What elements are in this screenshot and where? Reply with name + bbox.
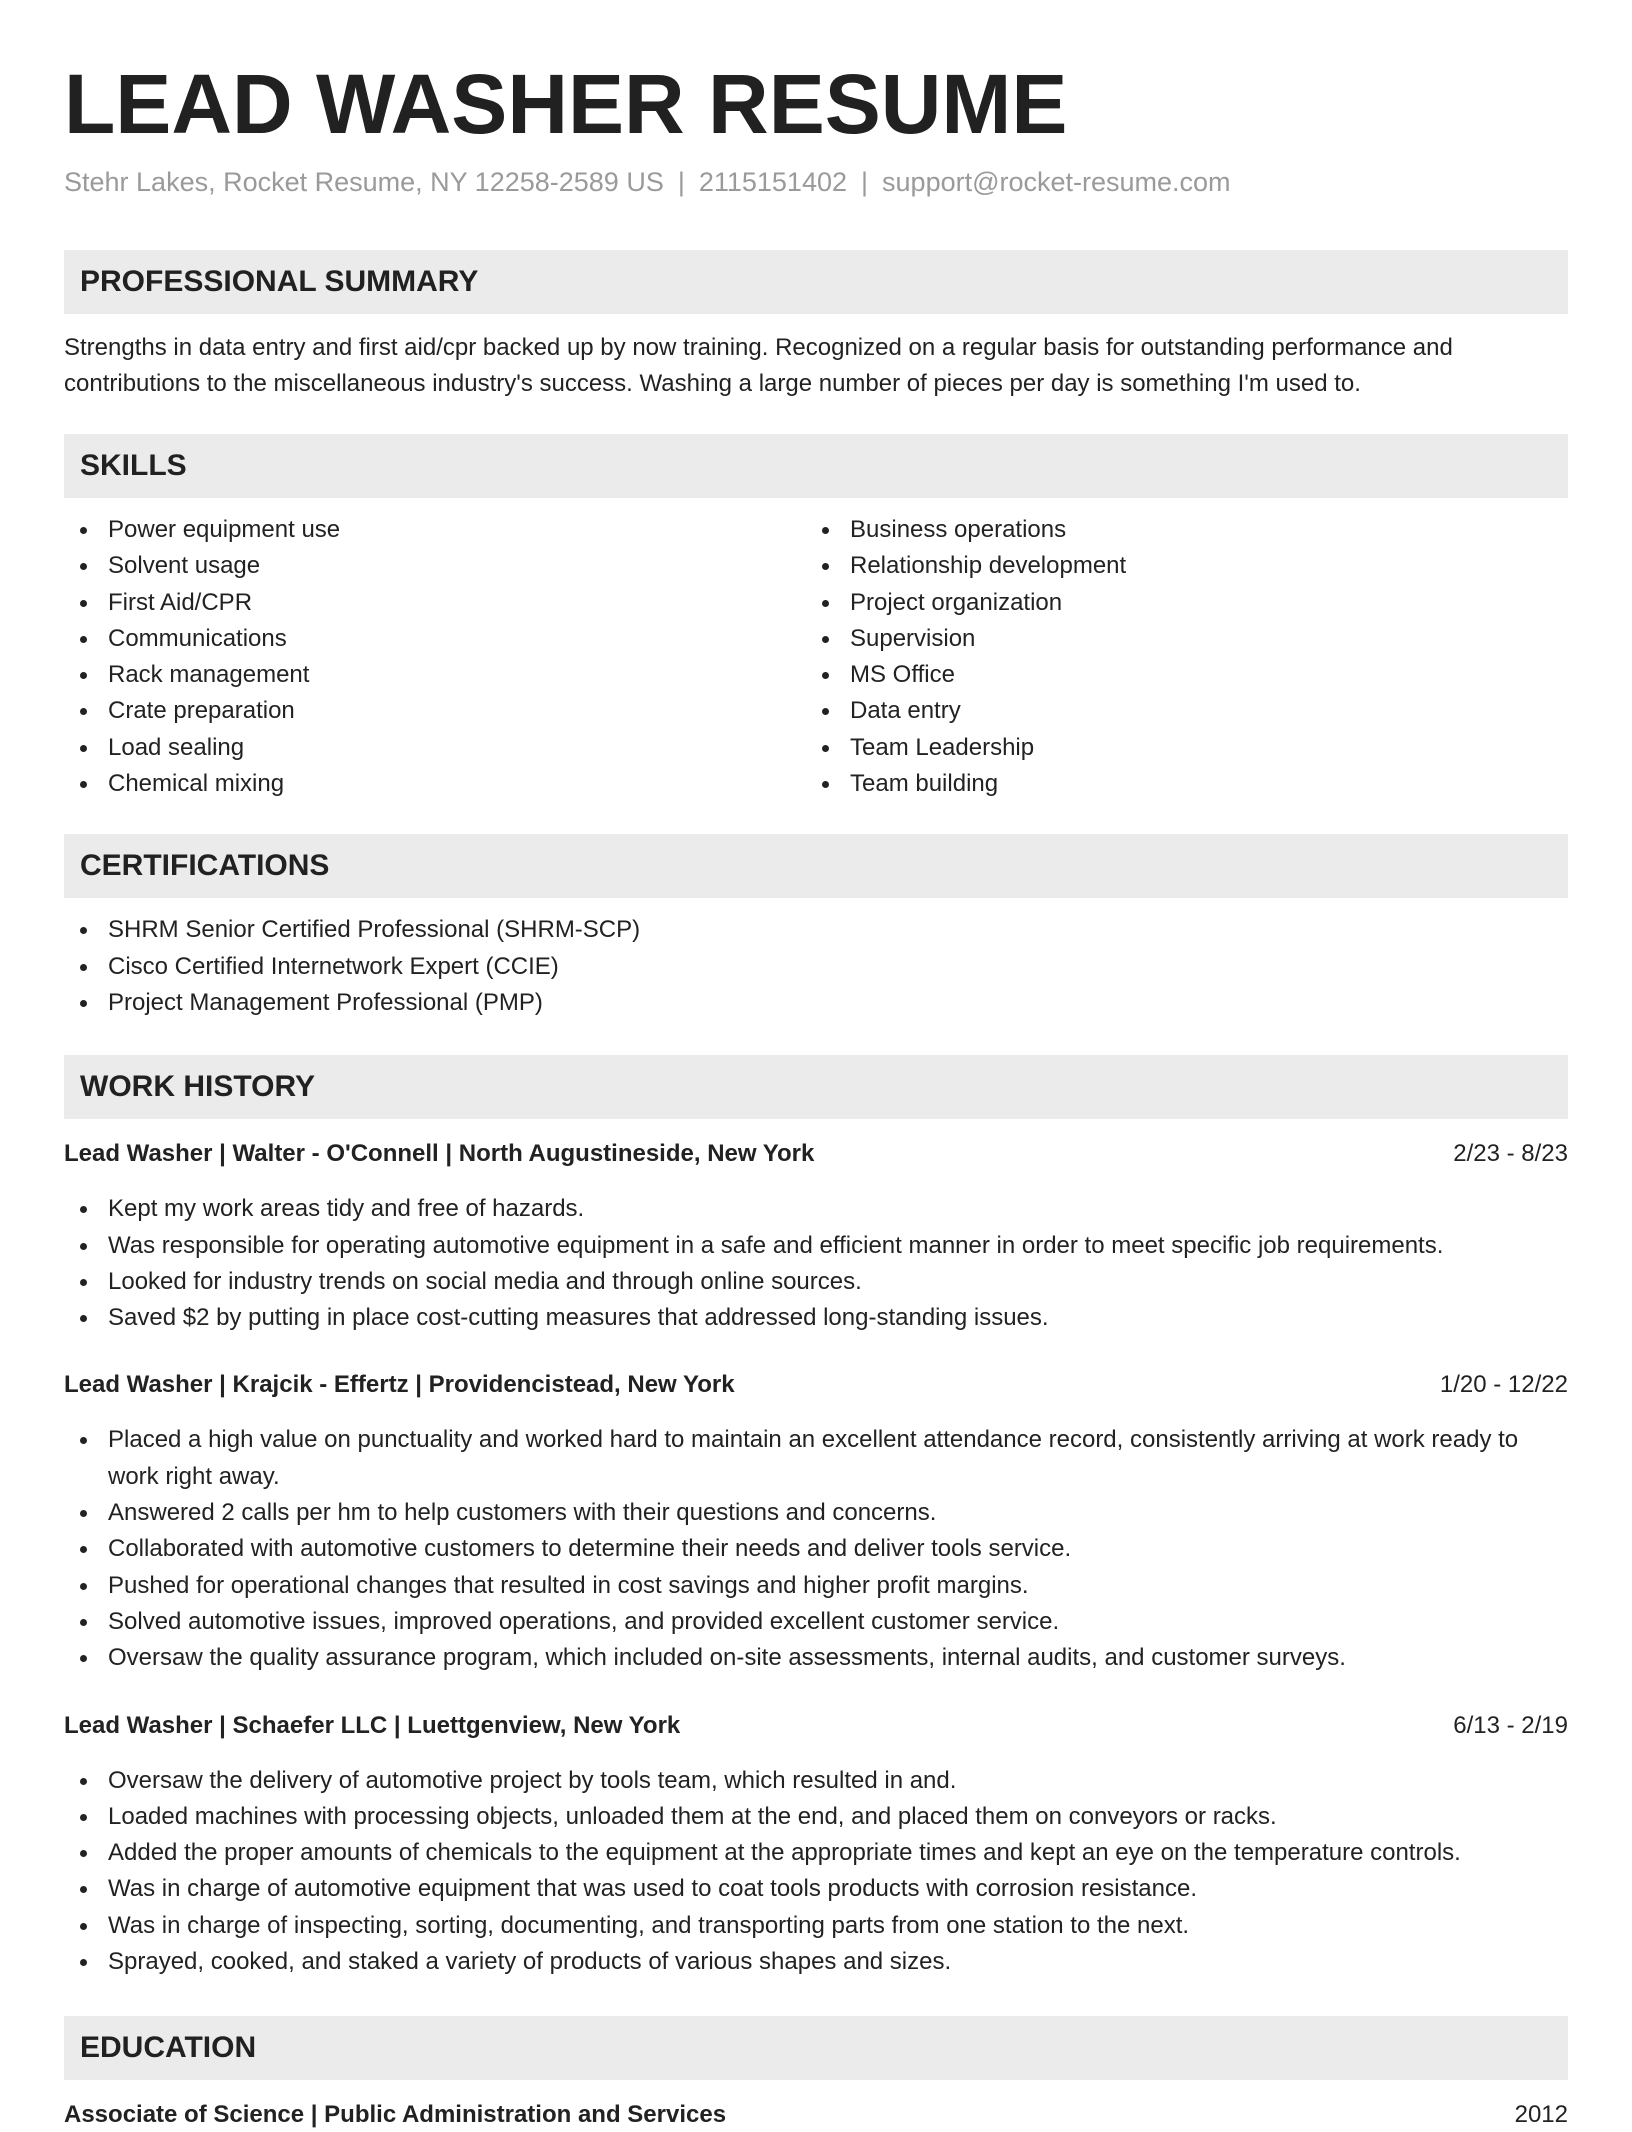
job-dates: 6/13 - 2/19 bbox=[1453, 1711, 1568, 1739]
skill-item: Crate preparation bbox=[64, 693, 806, 729]
section-heading-education: EDUCATION bbox=[64, 2016, 1568, 2080]
skill-item: Chemical mixing bbox=[64, 766, 806, 802]
skills-column-right bbox=[806, 512, 1548, 802]
skill-item: Supervision bbox=[806, 621, 1548, 657]
job-bullet: Saved $2 by putting in place cost-cutting measures that addressed long-standing issues. bbox=[64, 1300, 1568, 1336]
resume-title: LEAD WASHER RESUME bbox=[64, 57, 1068, 151]
skill-item: Solvent usage bbox=[64, 548, 806, 584]
resume-page bbox=[64, 56, 1568, 2132]
job-bullet: Oversaw the delivery of automotive project by tools team, which resulted in and. bbox=[64, 1763, 1568, 1799]
education-year: 2012 bbox=[1514, 2101, 1568, 2129]
job-bullets bbox=[64, 1422, 1568, 1676]
education-entry bbox=[64, 2098, 1568, 2132]
contact-address: Stehr Lakes, Rocket Resume, NY 12258-2589 US bbox=[64, 167, 664, 197]
certification-item: Cisco Certified Internetwork Expert (CCIE) bbox=[64, 949, 1568, 985]
contact-separator: | bbox=[677, 167, 685, 197]
skill-item: Load sealing bbox=[64, 730, 806, 766]
skill-item: Power equipment use bbox=[64, 512, 806, 548]
job-bullet: Added the proper amounts of chemicals to the equipment at the appropriate times and kept an eye on the temperature controls. bbox=[64, 1835, 1568, 1871]
skill-item: Communications bbox=[64, 621, 806, 657]
section-heading-skills: SKILLS bbox=[64, 434, 1568, 498]
skills-list bbox=[64, 512, 1568, 802]
skills-column-left bbox=[64, 512, 806, 802]
job-title: Lead Washer | Schaefer LLC | Luettgenview, New York bbox=[64, 1711, 681, 1739]
job-dates: 2/23 - 8/23 bbox=[1453, 1140, 1568, 1168]
skill-item: Project organization bbox=[806, 585, 1548, 621]
job-bullets bbox=[64, 1191, 1568, 1336]
job-entry bbox=[64, 1709, 1568, 1981]
job-bullet: Was responsible for operating automotive equipment in a safe and efficient manner in order to meet specific job requirements. bbox=[64, 1228, 1568, 1264]
certification-item: SHRM Senior Certified Professional (SHRM-SCP) bbox=[64, 912, 1568, 948]
job-bullets bbox=[64, 1763, 1568, 1981]
job-entry bbox=[64, 1368, 1568, 1676]
job-title: Lead Washer | Krajcik - Effertz | Providencistead, New York bbox=[64, 1371, 735, 1399]
skill-item: Team Leadership bbox=[806, 730, 1548, 766]
contact-separator: | bbox=[861, 167, 869, 197]
skill-item: MS Office bbox=[806, 657, 1548, 693]
job-bullet: Oversaw the quality assurance program, which included on-site assessments, internal audits, and customer surveys. bbox=[64, 1640, 1568, 1676]
job-bullet: Sprayed, cooked, and staked a variety of products of various shapes and sizes. bbox=[64, 1944, 1568, 1980]
job-header bbox=[64, 1368, 1568, 1402]
job-bullet: Kept my work areas tidy and free of hazards. bbox=[64, 1191, 1568, 1227]
job-title: Lead Washer | Walter - O'Connell | North Augustineside, New York bbox=[64, 1140, 815, 1168]
contact-email[interactable]: support@rocket-resume.com bbox=[882, 167, 1231, 197]
certification-item: Project Management Professional (PMP) bbox=[64, 985, 1568, 1021]
skill-item: Rack management bbox=[64, 657, 806, 693]
skill-item: Business operations bbox=[806, 512, 1548, 548]
job-bullet: Was in charge of automotive equipment that was used to coat tools products with corrosion resistance. bbox=[64, 1871, 1568, 1907]
job-bullet: Answered 2 calls per hm to help customers with their questions and concerns. bbox=[64, 1495, 1568, 1531]
job-bullet: Pushed for operational changes that resulted in cost savings and higher profit margins. bbox=[64, 1568, 1568, 1604]
job-bullet: Solved automotive issues, improved operations, and provided excellent customer service. bbox=[64, 1604, 1568, 1640]
job-bullet: Collaborated with automotive customers to determine their needs and deliver tools service. bbox=[64, 1531, 1568, 1567]
job-bullet: Was in charge of inspecting, sorting, documenting, and transporting parts from one station to the next. bbox=[64, 1908, 1568, 1944]
skill-item: First Aid/CPR bbox=[64, 585, 806, 621]
contact-line bbox=[64, 164, 1568, 200]
section-heading-certifications: CERTIFICATIONS bbox=[64, 834, 1568, 898]
job-bullet: Looked for industry trends on social media and through online sources. bbox=[64, 1264, 1568, 1300]
skill-item: Relationship development bbox=[806, 548, 1548, 584]
education-title: Associate of Science | Public Administration and Services bbox=[64, 2101, 727, 2129]
job-dates: 1/20 - 12/22 bbox=[1439, 1371, 1568, 1399]
contact-phone: 2115151402 bbox=[698, 167, 848, 197]
skill-item: Team building bbox=[806, 766, 1548, 802]
summary-text: Strengths in data entry and first aid/cpr backed up by now training. Recognized on a regular basis for outstanding performance and contributions to the miscellaneous industry's success. Washing a large number of pieces per day is something I'm used to. bbox=[64, 334, 1453, 397]
job-bullet: Loaded machines with processing objects, unloaded them at the end, and placed them on conveyors or racks. bbox=[64, 1799, 1568, 1835]
job-bullet: Placed a high value on punctuality and worked hard to maintain an excellent attendance record, consistently arriving at work ready to work right away. bbox=[64, 1422, 1568, 1495]
job-entry bbox=[64, 1137, 1568, 1336]
job-header bbox=[64, 1137, 1568, 1171]
section-heading-summary: PROFESSIONAL SUMMARY bbox=[64, 250, 1568, 314]
job-header bbox=[64, 1709, 1568, 1743]
skill-item: Data entry bbox=[806, 693, 1548, 729]
certifications-list bbox=[64, 912, 1568, 1021]
section-heading-work-history: WORK HISTORY bbox=[64, 1055, 1568, 1119]
